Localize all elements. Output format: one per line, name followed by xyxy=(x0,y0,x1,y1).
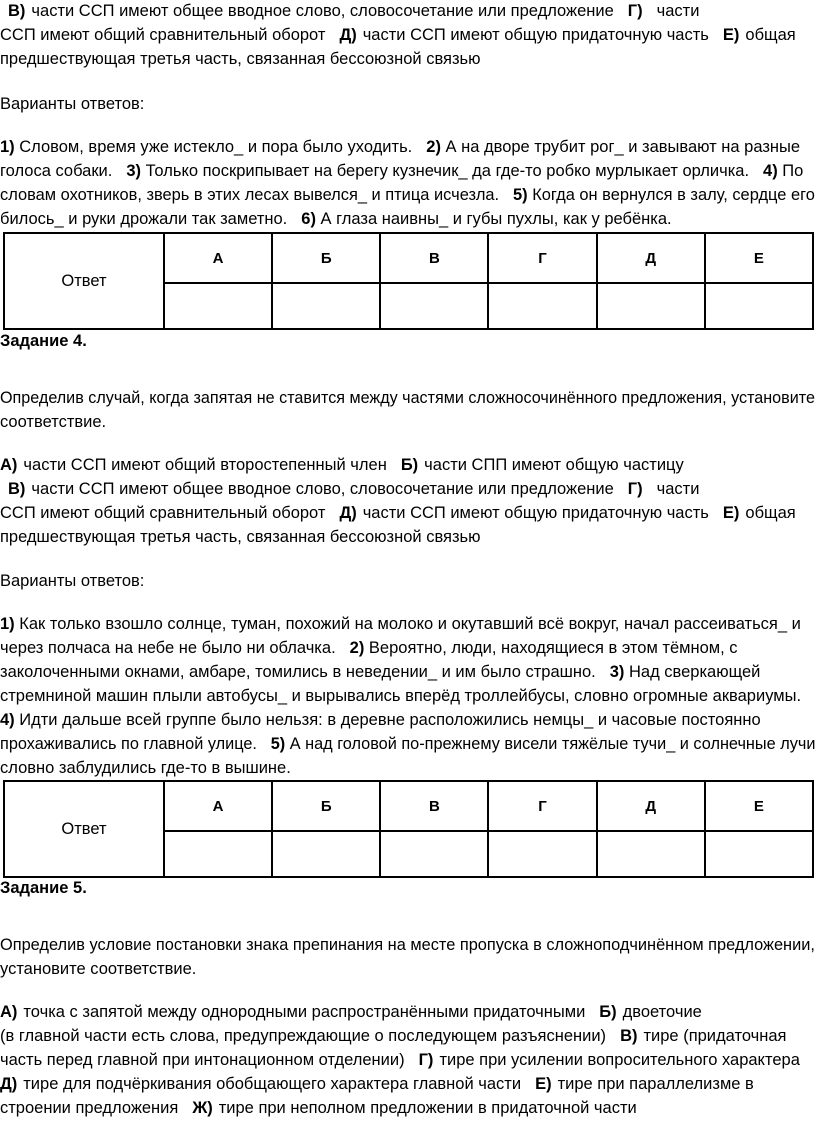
answer-cell[interactable] xyxy=(597,831,705,877)
answer-cell[interactable] xyxy=(272,283,380,329)
variant-line: словам охотников, зверь в этих лесах вывелся_ и птица исчезла. 5) Когда он вернулся в залу, сердце его xyxy=(0,186,815,204)
option-line: (в главной части есть слова, предупреждающие о последующем разъяснении) В) тире (придаточная xyxy=(0,1027,787,1045)
option-line: В) части ССП имеют общее вводное слово, словосочетание или предложение Г) части xyxy=(8,480,700,498)
answer-table xyxy=(3,232,814,330)
variant-line: заколоченными окнами, амбаре, томились в неведении_ и им было страшно. 3) Над сверкающей xyxy=(0,663,761,681)
answer-cell[interactable] xyxy=(164,831,272,877)
answer-cell[interactable] xyxy=(597,283,705,329)
option-line: предшествующая третья часть, связанная бессоюзной связью xyxy=(0,528,481,546)
variant-line: через полчаса на небе не было ни облачка. 2) Вероятно, люди, находящиеся в этом тёмном, с xyxy=(0,639,738,657)
option-line: строении предложения Ж) тире при неполном предложении в придаточной части xyxy=(0,1099,637,1117)
variant-line: прохаживались по главной улице. 5) А над головой по-прежнему висели тяжёлые тучи_ и солнечные лучи xyxy=(0,735,816,753)
variant-line: 1) Как только взошло солнце, туман, похожий на молоко и окутавший всё вокруг, начал рассеиваться_ и xyxy=(0,615,801,633)
answer-header: Е xyxy=(705,233,813,283)
task-intro: Определив условие постановки знака препинания на месте пропуска в сложноподчинённом предложении, xyxy=(0,936,815,954)
answer-cell[interactable] xyxy=(488,831,596,877)
task-intro: Определив случай, когда запятая не ставится между частями сложносочинённого предложения, установите xyxy=(0,389,815,407)
answer-header: Е xyxy=(705,781,813,831)
variant-line: голоса собаки. 3) Только поскрипывает на берегу кузнечик_ да где-то робко мурлыкает орличка. 4) По xyxy=(0,162,804,180)
variants-heading: Варианты ответов: xyxy=(0,572,145,590)
answer-label: Ответ xyxy=(4,233,164,329)
task-intro: соответствие. xyxy=(0,413,107,431)
option-line: ССП имеют общий сравнительный оборот Д) части ССП имеют общую придаточную часть Е) общая xyxy=(0,26,796,44)
option-line: Д) тире для подчёркивания обобщающего характера главной части Е) тире при параллелизме в xyxy=(0,1075,754,1093)
variant-line: 4) Идти дальше всей группе было нельзя: в деревне расположились немцы_ и часовые постоянно xyxy=(0,711,761,729)
option-line: часть перед главной при интонационном отделении) Г) тире при усилении вопросительного характера xyxy=(0,1051,800,1069)
answer-cell[interactable] xyxy=(705,283,813,329)
answer-cell[interactable] xyxy=(272,831,380,877)
answer-header: Г xyxy=(488,781,596,831)
answer-header: Б xyxy=(272,781,380,831)
answer-header: В xyxy=(380,781,488,831)
variant-line: словно заблудились где-то в вышине. xyxy=(0,759,291,777)
variants-heading: Варианты ответов: xyxy=(0,95,145,113)
answer-header: Д xyxy=(597,781,705,831)
option-line: ССП имеют общий сравнительный оборот Д) части ССП имеют общую придаточную часть Е) общая xyxy=(0,504,796,522)
variant-line: билось_ и руки дрожали так заметно. 6) А глаза наивны_ и губы пухлы, как у ребёнка. xyxy=(0,210,672,228)
variant-line: стремниной машин плыли автобусы_ и вырывались вперёд троллейбусы, словно огромные аквариумы. xyxy=(0,687,802,705)
task-title: Задание 5. xyxy=(0,879,87,897)
answer-table xyxy=(3,780,814,878)
option-line: предшествующая третья часть, связанная бессоюзной связью xyxy=(0,50,481,68)
answer-header: Д xyxy=(597,233,705,283)
answer-header: Г xyxy=(488,233,596,283)
answer-cell[interactable] xyxy=(380,283,488,329)
variant-line: 1) Словом, время уже истекло_ и пора было уходить. 2) А на дворе трубит рог_ и завывают на разные xyxy=(0,138,801,156)
answer-label: Ответ xyxy=(4,781,164,877)
option-line: А) точка с запятой между однородными распространёнными придаточными Б) двоеточие xyxy=(0,1003,702,1021)
answer-cell[interactable] xyxy=(380,831,488,877)
answer-header: Б xyxy=(272,233,380,283)
option-line: А) части ССП имеют общий второстепенный член Б) части СПП имеют общую частицу xyxy=(0,456,684,474)
answer-header: В xyxy=(380,233,488,283)
answer-header: А xyxy=(164,233,272,283)
option-line: В) части ССП имеют общее вводное слово, словосочетание или предложение Г) части xyxy=(8,2,700,20)
task-title: Задание 4. xyxy=(0,332,87,350)
answer-cell[interactable] xyxy=(705,831,813,877)
answer-cell[interactable] xyxy=(164,283,272,329)
answer-cell[interactable] xyxy=(488,283,596,329)
task-intro: установите соответствие. xyxy=(0,960,197,978)
answer-header: А xyxy=(164,781,272,831)
